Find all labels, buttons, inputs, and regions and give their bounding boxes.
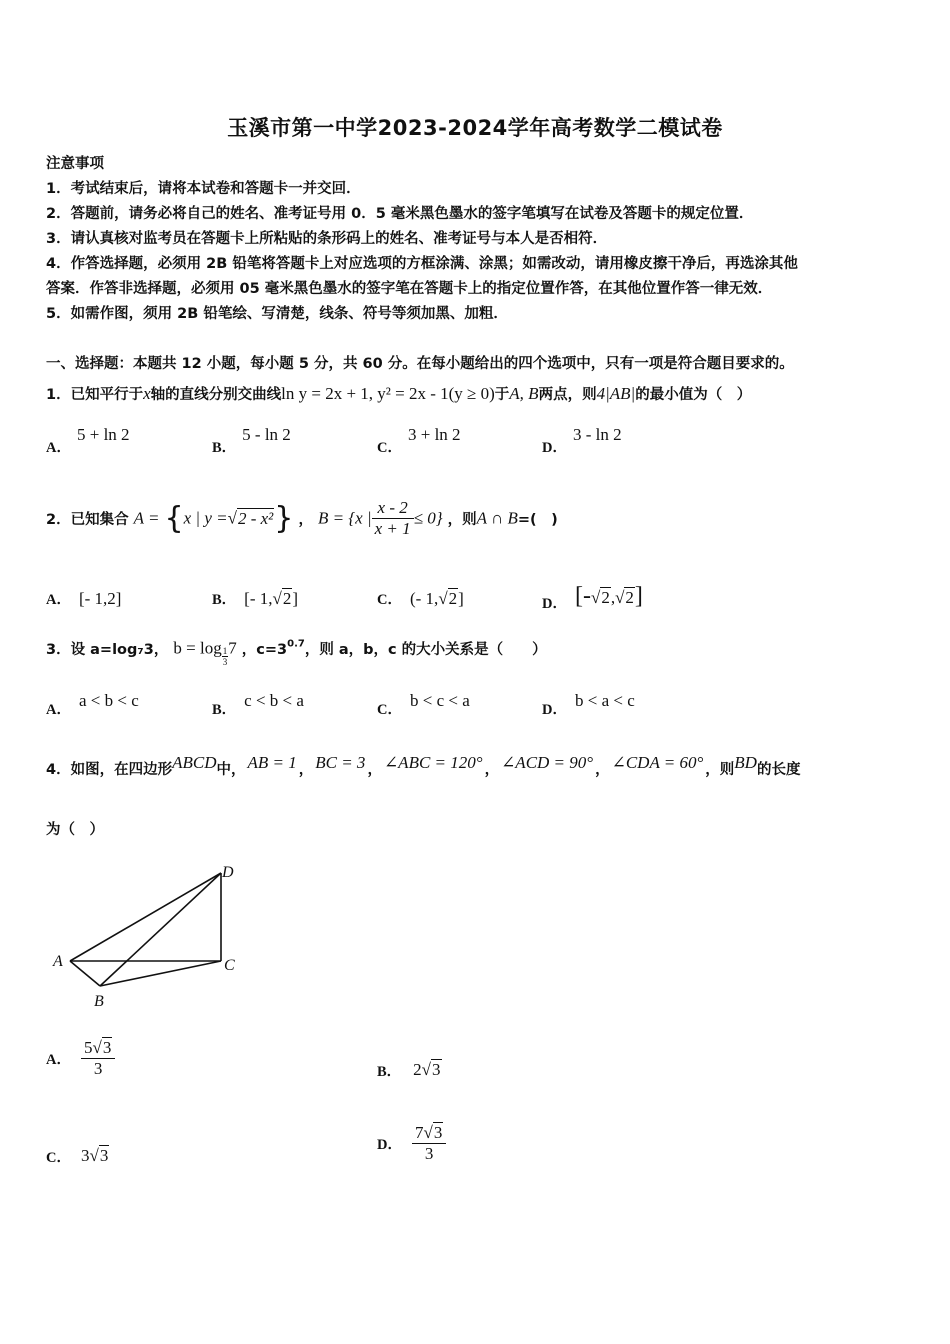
q3-option-c [377, 691, 470, 719]
option-label: D． [542, 440, 567, 456]
q4-quad: ABCD [172, 753, 217, 772]
option-radicand: 3 [433, 1123, 443, 1142]
q1-prefix: 1．已知平行于 [46, 387, 144, 403]
q2-option-c [377, 588, 464, 609]
q1-option-d [542, 425, 622, 457]
option-value-pre: [- [574, 583, 591, 609]
option-label: D． [377, 1137, 402, 1153]
option-label: B． [212, 440, 237, 456]
q2-option-d [542, 583, 643, 610]
q1-expr: 4|AB| [596, 384, 636, 403]
option-label: C． [377, 592, 402, 608]
option-value: 3 + ln 2 [407, 425, 461, 444]
vertex-label-c: C [224, 957, 235, 974]
option-numerator: 7√3 [412, 1123, 446, 1144]
edge-bd [100, 873, 221, 986]
q2-setb-fraction [372, 498, 414, 539]
option-label: A． [46, 702, 71, 718]
question-4 [46, 753, 801, 779]
q1-option-a [46, 425, 130, 457]
q4-sep: ， [484, 762, 500, 778]
option-value-post: ] [292, 589, 299, 608]
q4-cond-4: ∠ACD = 90° [501, 753, 594, 772]
q1-tail2: 的最小值为（ ） [635, 387, 752, 403]
q4-line-2: 为（ ） [46, 822, 104, 838]
q1-at: 于 [494, 387, 510, 403]
q4-tail-post: 的长度 [756, 762, 801, 778]
option-value-post: ] [634, 583, 643, 609]
q2-seta-body: x | y = [183, 508, 228, 528]
q2-setb-lhs: B = {x | [318, 508, 372, 528]
q2-brace-close: } [274, 501, 294, 536]
q2-seta-lhs: A = [133, 508, 160, 528]
option-value-pre: (- 1, [409, 589, 439, 608]
option-radicand: 2 [448, 589, 458, 608]
option-value: [- 1,2] [78, 589, 122, 608]
option-value: 3 - ln 2 [572, 425, 622, 444]
q2-setb-num: x - 2 [372, 498, 414, 519]
q2-brace-open: { [164, 501, 184, 536]
q2-tail-pre: ，则 [447, 512, 477, 528]
notice-item: 5．如需作图，须用 2B 铅笔绘、写清楚，线条、符号等须加黑、加粗． [46, 306, 508, 322]
option-value: c < b < a [244, 691, 304, 710]
option-value: b < a < c [574, 691, 635, 710]
option-label: B． [212, 702, 237, 718]
option-coef: 3 [80, 1146, 90, 1165]
vertex-label-d: D [222, 864, 234, 881]
q3-option-d [542, 691, 635, 719]
option-label: C． [46, 1150, 71, 1166]
q3-c-expr: ，c=3 [241, 642, 288, 658]
option-radicand: 3 [102, 1038, 112, 1057]
option-label: D． [542, 702, 567, 718]
q1-points: A, B [509, 384, 539, 403]
option-coef: 2 [413, 1060, 422, 1079]
option-radicand: 2 [625, 588, 634, 607]
q2-prefix: 2．已知集合 [46, 512, 129, 528]
q2-option-b [212, 588, 298, 609]
vertex-label-a: A [53, 953, 63, 970]
q4-sep: ， [367, 762, 382, 778]
option-value: a < b < c [78, 691, 139, 710]
q4-option-a [46, 1038, 115, 1079]
q4-cond-1: AB = 1 [247, 753, 297, 772]
sqrt-sign: √ [272, 589, 282, 608]
question-2 [46, 498, 558, 539]
q2-comma: ， [298, 512, 313, 528]
q4-sep: ， [298, 762, 314, 778]
q4-cond-3: ∠ABC = 120° [383, 753, 483, 772]
option-radicand: 3 [432, 1060, 441, 1079]
option-label: A． [46, 440, 71, 456]
q4-prefix: 4．如图，在四边形 [46, 762, 173, 778]
q3-prefix: 3．设 a=log₇3， [46, 642, 169, 658]
q4-cond-2: BC = 3 [315, 753, 366, 772]
option-label: C． [377, 440, 402, 456]
quadrilateral-figure [50, 860, 250, 1012]
option-radicand: 3 [99, 1146, 109, 1165]
option-radicand: 2 [282, 589, 292, 608]
sqrt-sign: √ [615, 588, 625, 607]
q1-option-b [212, 425, 291, 457]
option-value: b < c < a [409, 691, 470, 710]
q4-mid: 中， [216, 762, 246, 778]
q2-setb-rhs: ≤ 0} [413, 508, 443, 528]
sqrt-sign: √ [421, 1060, 432, 1079]
q3-c-exp: 0.7 [287, 638, 305, 650]
q2-sqrt-sign: √ [227, 508, 237, 528]
option-fraction [81, 1038, 115, 1079]
q3-option-b [212, 691, 304, 719]
q1-curves: ln y = 2x + 1, y² = 2x - 1(y ≥ 0) [281, 384, 495, 403]
q3-tail: ，则 a，b，c 的大小关系是（ ） [304, 642, 547, 658]
q4-tail-pre: ，则 [705, 762, 735, 778]
q2-option-a [46, 588, 121, 609]
q2-tail-post: =( ) [517, 512, 558, 528]
option-value: 5 - ln 2 [242, 425, 291, 444]
question-3 [46, 638, 547, 667]
option-coef: 5 [83, 1038, 93, 1057]
q1-option-c [377, 425, 461, 457]
q4-option-b [377, 1060, 442, 1081]
question-1 [46, 383, 751, 404]
edge-bc [100, 961, 221, 986]
q4-sep: ， [595, 762, 610, 778]
notice-item: 2．答题前，请务必将自己的姓名、准考证号用 0．5 毫米黑色墨水的签字笔填写在试卷及答题卡的规定位置． [46, 206, 754, 222]
vertex-label-b: B [94, 993, 104, 1010]
q1-tail1: 两点，则 [538, 387, 597, 403]
q4-option-d [377, 1123, 446, 1164]
q4-option-c [46, 1146, 109, 1167]
option-fraction [412, 1123, 446, 1164]
q4-bd: BD [734, 753, 757, 772]
option-label: A． [46, 1052, 71, 1068]
notice-item: 答案．作答非选择题，必须用 05 毫米黑色墨水的签字笔在答题卡上的指定位置作答，在其他位置作答一律无效． [46, 281, 773, 297]
option-radicand: 2 [601, 588, 610, 607]
option-label: B． [212, 592, 237, 608]
q3-b-expr: b = log [173, 638, 222, 658]
sqrt-sign: √ [438, 589, 448, 608]
notice-heading: 注意事项 [46, 156, 104, 172]
option-numerator: 5√3 [81, 1038, 115, 1059]
q3-b-base-num: 1 [222, 646, 228, 656]
notice-item: 1．考试结束后，请将本试卷和答题卡一并交回． [46, 181, 361, 197]
q1-mid: 轴的直线分别交曲线 [150, 387, 282, 403]
notice-item: 4．作答选择题，必须用 2B 铅笔将答题卡上对应选项的方框涂满、涂黑；如需改动，请用橡皮擦干净后，再选涂其他 [46, 256, 798, 272]
option-value-post: ] [458, 589, 464, 608]
option-coef: 7 [414, 1123, 424, 1142]
option-value: 5 + ln 2 [76, 425, 130, 444]
section-heading: 一、选择题：本题共 12 小题，每小题 5 分，共 60 分。在每小题给出的四个选项中，只有一项是符合题目要求的。 [46, 356, 794, 372]
option-value-pre: [- 1, [244, 589, 273, 608]
sqrt-sign: √ [89, 1146, 99, 1165]
q4-cond-5: ∠CDA = 60° [611, 753, 704, 772]
option-label: B． [377, 1064, 402, 1080]
q1-var-x: x [143, 384, 151, 403]
q3-b-arg: 7 [228, 638, 237, 658]
option-denominator: 3 [424, 1144, 434, 1163]
option-label: D． [542, 596, 567, 612]
sqrt-sign: √ [590, 588, 601, 607]
notice-item: 3．请认真核对监考员在答题卡上所粘贴的条形码上的姓名、准考证号与本人是否相符． [46, 231, 608, 247]
q2-seta-radicand: 2 - x² [237, 508, 274, 528]
edge-ad [70, 873, 221, 961]
q2-setb-den: x + 1 [374, 519, 411, 538]
option-label: C． [377, 702, 402, 718]
q3-option-a [46, 691, 139, 719]
q3-b-base [222, 646, 229, 667]
option-denominator: 3 [93, 1059, 103, 1078]
option-value-mid: , [610, 588, 616, 607]
q3-b-base-den: 3 [222, 657, 228, 667]
edge-ab [70, 961, 100, 986]
page-title: 玉溪市第一中学2023-2024学年高考数学二模试卷 [227, 116, 723, 140]
q2-tail-expr: A ∩ B [476, 508, 518, 528]
option-label: A． [46, 592, 71, 608]
